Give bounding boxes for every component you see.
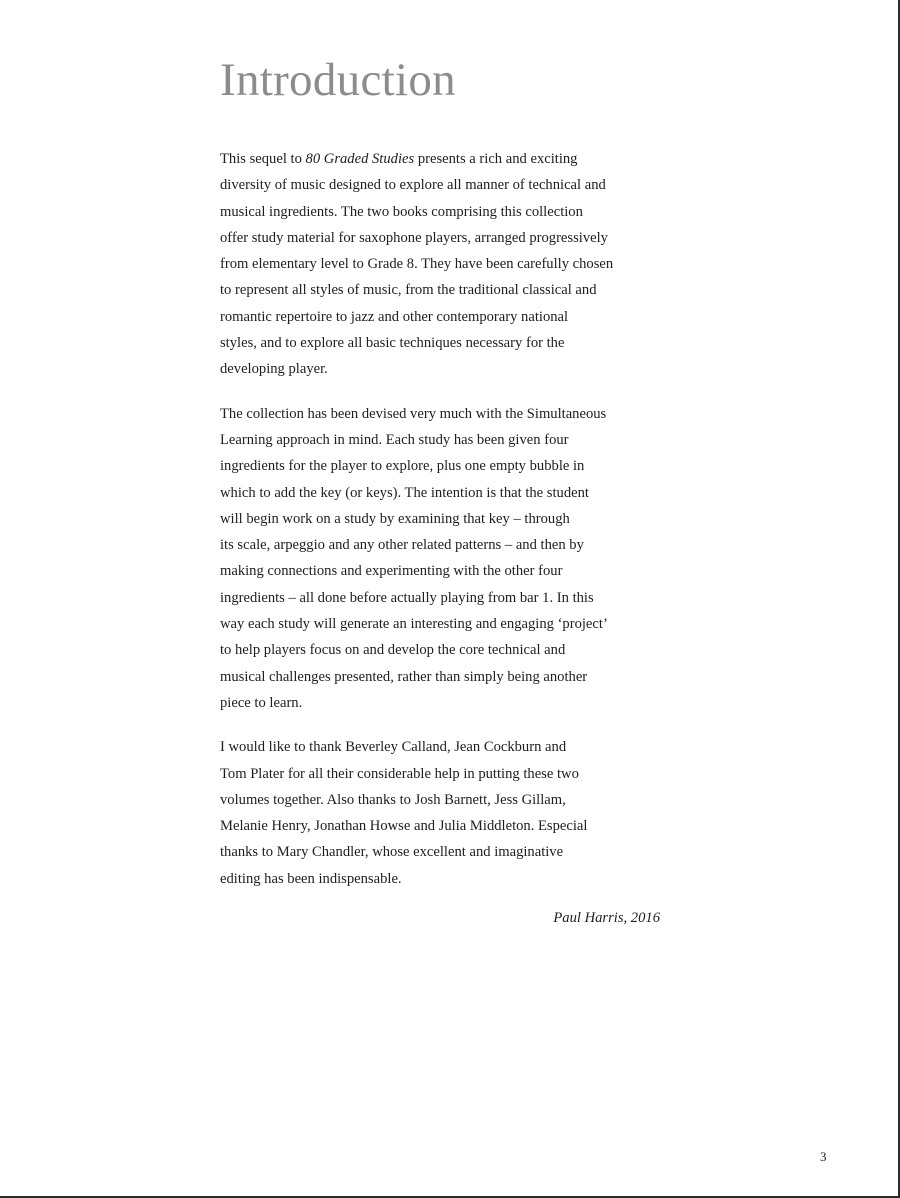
- line-text: offer study material for saxophone players, arranged progressively: [220, 229, 608, 246]
- line-text: way each study will generate an interesting and engaging ‘project’: [220, 616, 608, 633]
- page-number: 3: [820, 1149, 827, 1164]
- line-text: will begin work on a study by examining that key – through: [220, 510, 570, 527]
- line-text: developing player.: [220, 361, 328, 378]
- line-text: ingredients – all done before actually playing from bar 1. In this: [220, 589, 594, 606]
- paragraph-line: [220, 277, 665, 303]
- paragraph-line: [220, 304, 665, 330]
- paragraph-1: [220, 146, 665, 383]
- paragraph-line: [220, 787, 665, 813]
- paragraph-line: [220, 839, 665, 865]
- line-text: editing has been indispensable.: [220, 870, 402, 887]
- line-text: making connections and experimenting with the other four: [220, 563, 563, 580]
- line-text: presents a rich and exciting: [414, 151, 578, 167]
- paragraph-line: [220, 199, 665, 225]
- paragraph-line: [220, 813, 665, 839]
- paragraph-line: [220, 637, 665, 663]
- paragraph-line: [220, 664, 665, 690]
- paragraph-2: [220, 401, 665, 717]
- line-text: Melanie Henry, Jonathan Howse and Julia Middleton. Especial: [220, 818, 588, 835]
- line-text: romantic repertoire to jazz and other contemporary national: [220, 308, 569, 325]
- page-title: Introduction: [220, 54, 456, 106]
- paragraph-line: [220, 866, 665, 892]
- line-text: its scale, arpeggio and any other related patterns – and then by: [220, 537, 584, 554]
- line-text: to represent all styles of music, from the traditional classical and: [220, 282, 597, 299]
- paragraph-line: [220, 761, 665, 787]
- line-text: volumes together. Also thanks to Josh Barnett, Jess Gillam,: [220, 791, 566, 808]
- paragraph-3: [220, 734, 665, 892]
- line-text: musical ingredients. The two books comprising this collection: [220, 203, 583, 220]
- paragraph-line: [220, 356, 665, 382]
- paragraph-line: [220, 251, 665, 277]
- paragraph-line: [220, 734, 665, 760]
- paragraph-line: [220, 401, 665, 427]
- paragraph-line: [220, 172, 665, 198]
- book-title-italic: 80 Graded Studies: [305, 151, 415, 167]
- paragraph-line: [220, 558, 665, 584]
- paragraph-line: [220, 427, 665, 453]
- line-text: to help players focus on and develop the core technical and: [220, 642, 566, 659]
- line-text: Learning approach in mind. Each study has been given four: [220, 431, 569, 448]
- paragraph-line: [220, 611, 665, 637]
- line-text: from elementary level to Grade 8. They have been carefully chosen: [220, 256, 614, 273]
- line-text: musical challenges presented, rather than simply being another: [220, 668, 588, 685]
- line-text: styles, and to explore all basic techniques necessary for the: [220, 335, 565, 352]
- paragraph-line: [220, 146, 665, 172]
- line-text: thanks to Mary Chandler, whose excellent and imaginative: [220, 844, 564, 861]
- paragraph-line: [220, 453, 665, 479]
- line-text: I would like to thank Beverley Calland, Jean Cockburn and: [220, 739, 567, 756]
- paragraph-line: [220, 585, 665, 611]
- author-signature: Paul Harris, 2016: [553, 910, 660, 926]
- introduction-body: [220, 146, 665, 910]
- line-text: piece to learn.: [220, 694, 303, 711]
- line-text: diversity of music designed to explore all manner of technical and: [220, 177, 606, 194]
- line-text: which to add the key (or keys). The intention is that the student: [220, 484, 589, 501]
- line-text: This sequel to: [220, 151, 306, 167]
- paragraph-line: [220, 532, 665, 558]
- paragraph-line: [220, 480, 665, 506]
- paragraph-line: [220, 690, 665, 716]
- paragraph-line: [220, 225, 665, 251]
- paragraph-line: [220, 330, 665, 356]
- line-text: The collection has been devised very much with the Simultaneous: [220, 405, 607, 422]
- line-text: Tom Plater for all their considerable help in putting these two: [220, 765, 579, 782]
- paragraph-line: [220, 506, 665, 532]
- line-text: ingredients for the player to explore, plus one empty bubble in: [220, 458, 585, 475]
